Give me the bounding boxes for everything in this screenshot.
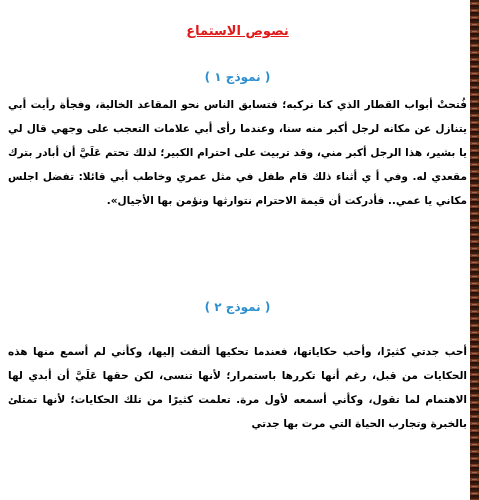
decorative-border: [470, 0, 479, 500]
model-2-label: ( نموذج ٢ ): [204, 300, 271, 314]
document-page: [8, 0, 467, 500]
page-title: نصوص الاستماع: [186, 24, 289, 39]
model-1-label: ( نموذج ١ ): [204, 70, 271, 84]
model-1-paragraph: فُتحتْ أبواب القطار الذي كنا نركبه؛ فتسابق الناس نحو المقاعد الخالية، وفجأة رأيت أبي يتنازل عن مكانه لرجل أكبر منه سنا، وعندما رأى أبي علامات التعجب على وجهي قال لي يا بشير، هذا الرجل أكبر مني، وقد تربيت على احترام الكبير؛ لذلك تحتم عَلَيَّ أن أبادر بترك مقعدي له. وفي أ ي أثناء ذلك قام طفل في مثل عمري وخاطب أبي قائلا: تفضل اجلس مكاني يا عمي.. فأدركت أن قيمة الاحترام نتوارثها ونؤمن بها الأجيال».: [8, 99, 467, 207]
model-2-paragraph: أحب جدتي كثيرًا، وأحب حكاياتها، فعندما تحكيها ألتفت إليها، وكأني لم أسمع منها هذه الحكايات من قبل، رغم أنها تكررها باستمرار؛ لأنها تنسى، لكن حقها عَلَيَّ أن أبدي لها الاهتمام لما تقول، وكأني أسمعه لأول مرة. تعلمت كثيرًا من تلك الحكايات؛ لأنها تمتلئ بالخبرة وتجارب الحياة التي مرت بها جدتي: [8, 346, 467, 430]
